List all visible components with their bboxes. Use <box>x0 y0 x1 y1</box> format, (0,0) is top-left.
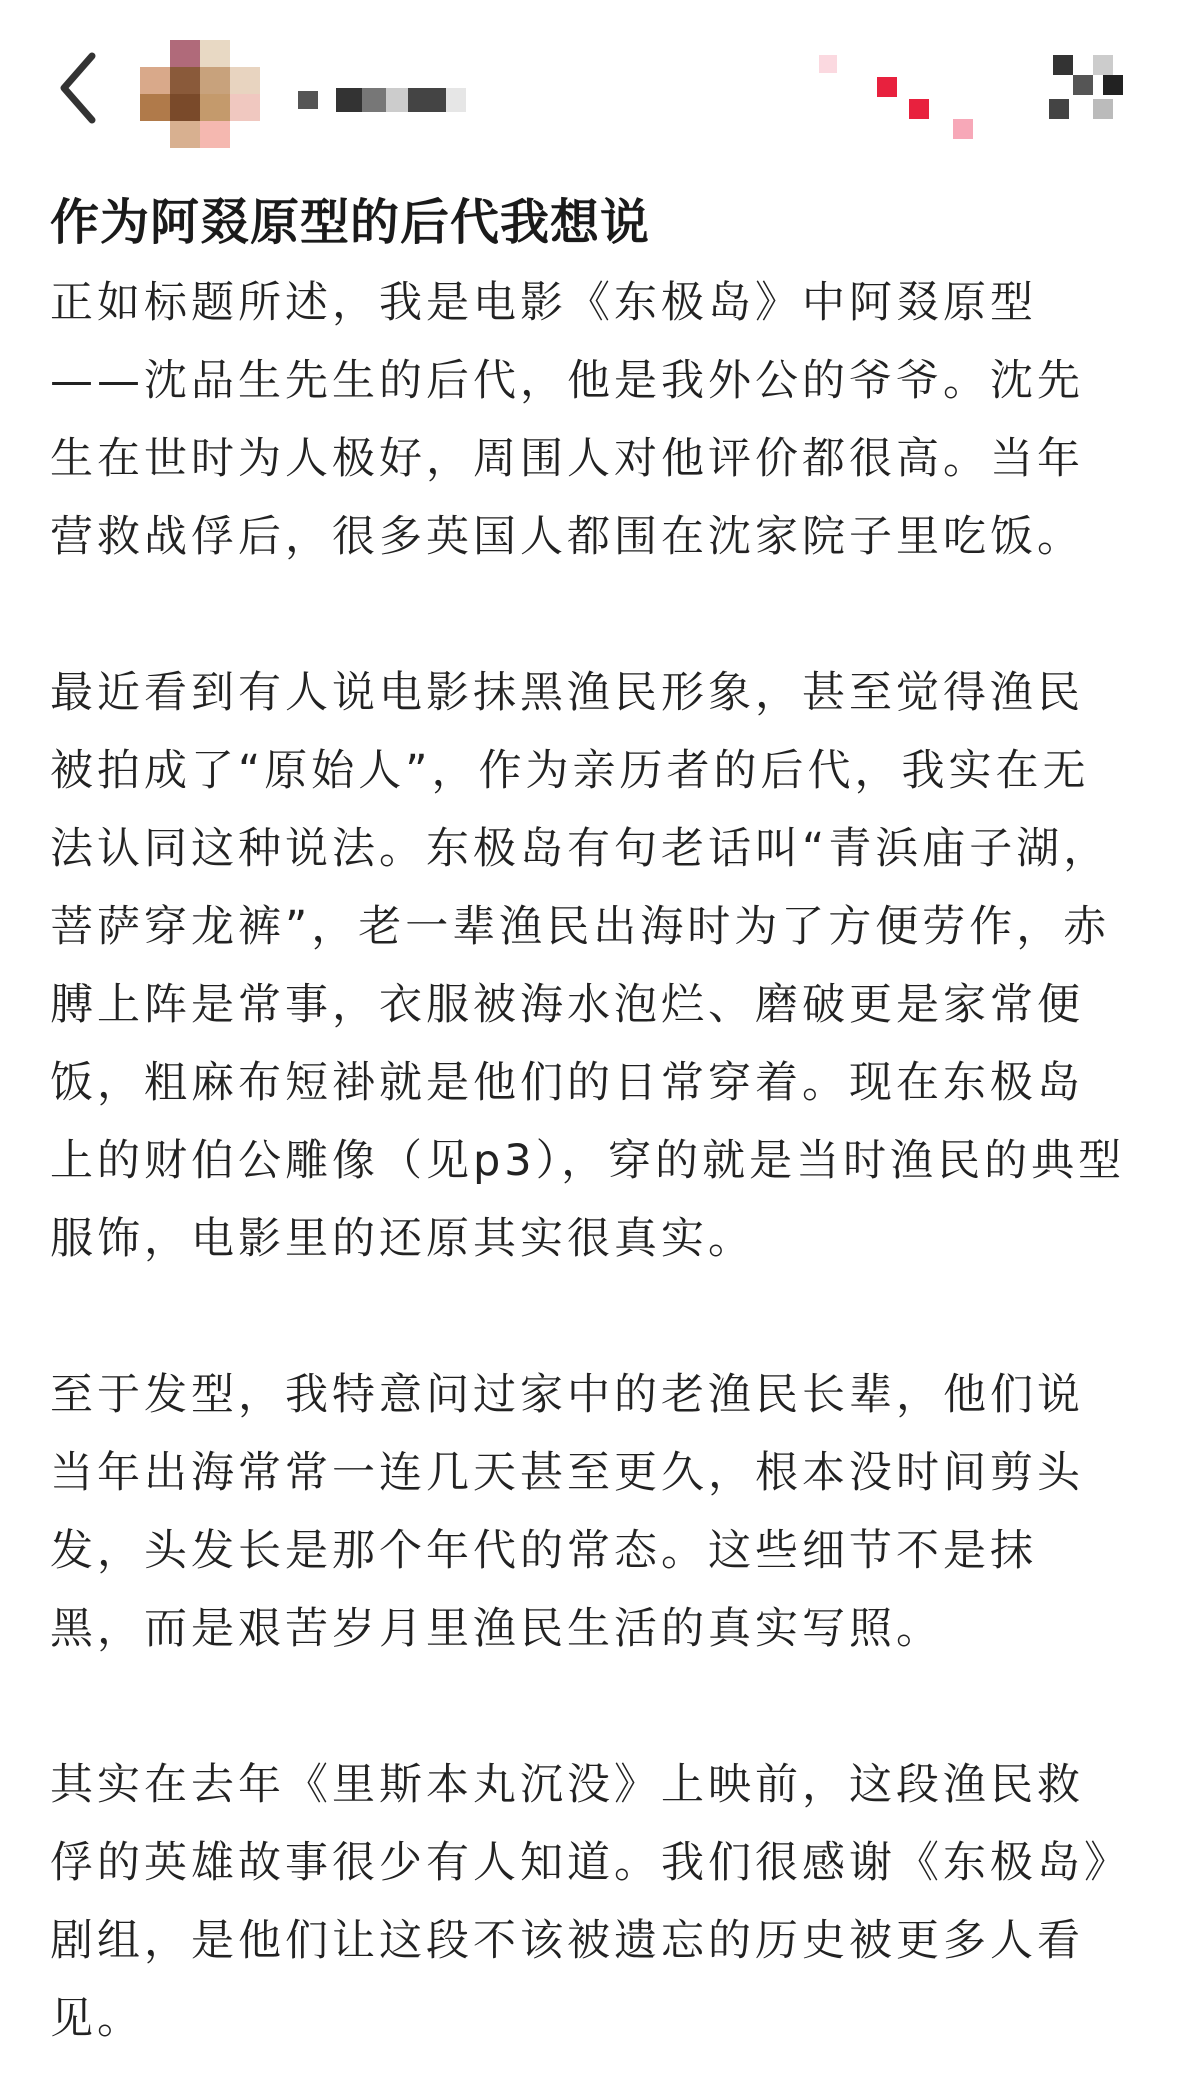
post-title: 作为阿叕原型的后代我想说 <box>50 194 651 251</box>
header-actions[interactable] <box>819 55 1139 145</box>
post-body <box>50 264 1130 2058</box>
avatar[interactable] <box>140 40 260 148</box>
post-paragraph: 最近看到有人说电影抹黑渔民形象，甚至觉得渔民被拍成了“原始人”，作为亲历者的后代，我实在无法认同这种说法。东极岛有句老话叫“青浜庙子湖，菩萨穿龙裤”，老一辈渔民出海时为了方便劳作，赤膊上阵是常事，衣服被海水泡烂、磨破更是家常便饭，粗麻布短褂就是他们的日常穿着。现在东极岛上的财伯公雕像（见p3），穿的就是当时渔民的典型服饰，电影里的还原其实很真实。 <box>50 668 1126 1264</box>
back-button[interactable] <box>48 48 108 128</box>
post-content <box>50 188 1130 2058</box>
pixelated-icon[interactable] <box>1053 55 1073 75</box>
username-obscured[interactable] <box>298 80 466 120</box>
chevron-left-icon <box>48 48 108 128</box>
top-nav-bar <box>0 0 1179 180</box>
post-paragraph: 其实在去年《里斯本丸沉没》上映前，这段渔民救俘的英雄故事很少有人知道。我们很感谢《东极岛》剧组，是他们让这段不该被遗忘的历史被更多人看见。 <box>50 1760 1110 2044</box>
post-paragraph: 至于发型，我特意问过家中的老渔民长辈，他们说当年出海常常一连几天甚至更久，根本没时间剪头发，头发长是那个年代的常态。这些细节不是抹黑，而是艰苦岁月里渔民生活的真实写照。 <box>50 1370 1084 1654</box>
pixelated-icon[interactable] <box>819 55 837 73</box>
post-paragraph: 正如标题所述，我是电影《东极岛》中阿叕原型——沈品生先生的后代，他是我外公的爷爷。沈先生在世时为人极好，周围人对他评价都很高。当年营救战俘后，很多英国人都围在沈家院子里吃饭。 <box>50 278 1084 562</box>
